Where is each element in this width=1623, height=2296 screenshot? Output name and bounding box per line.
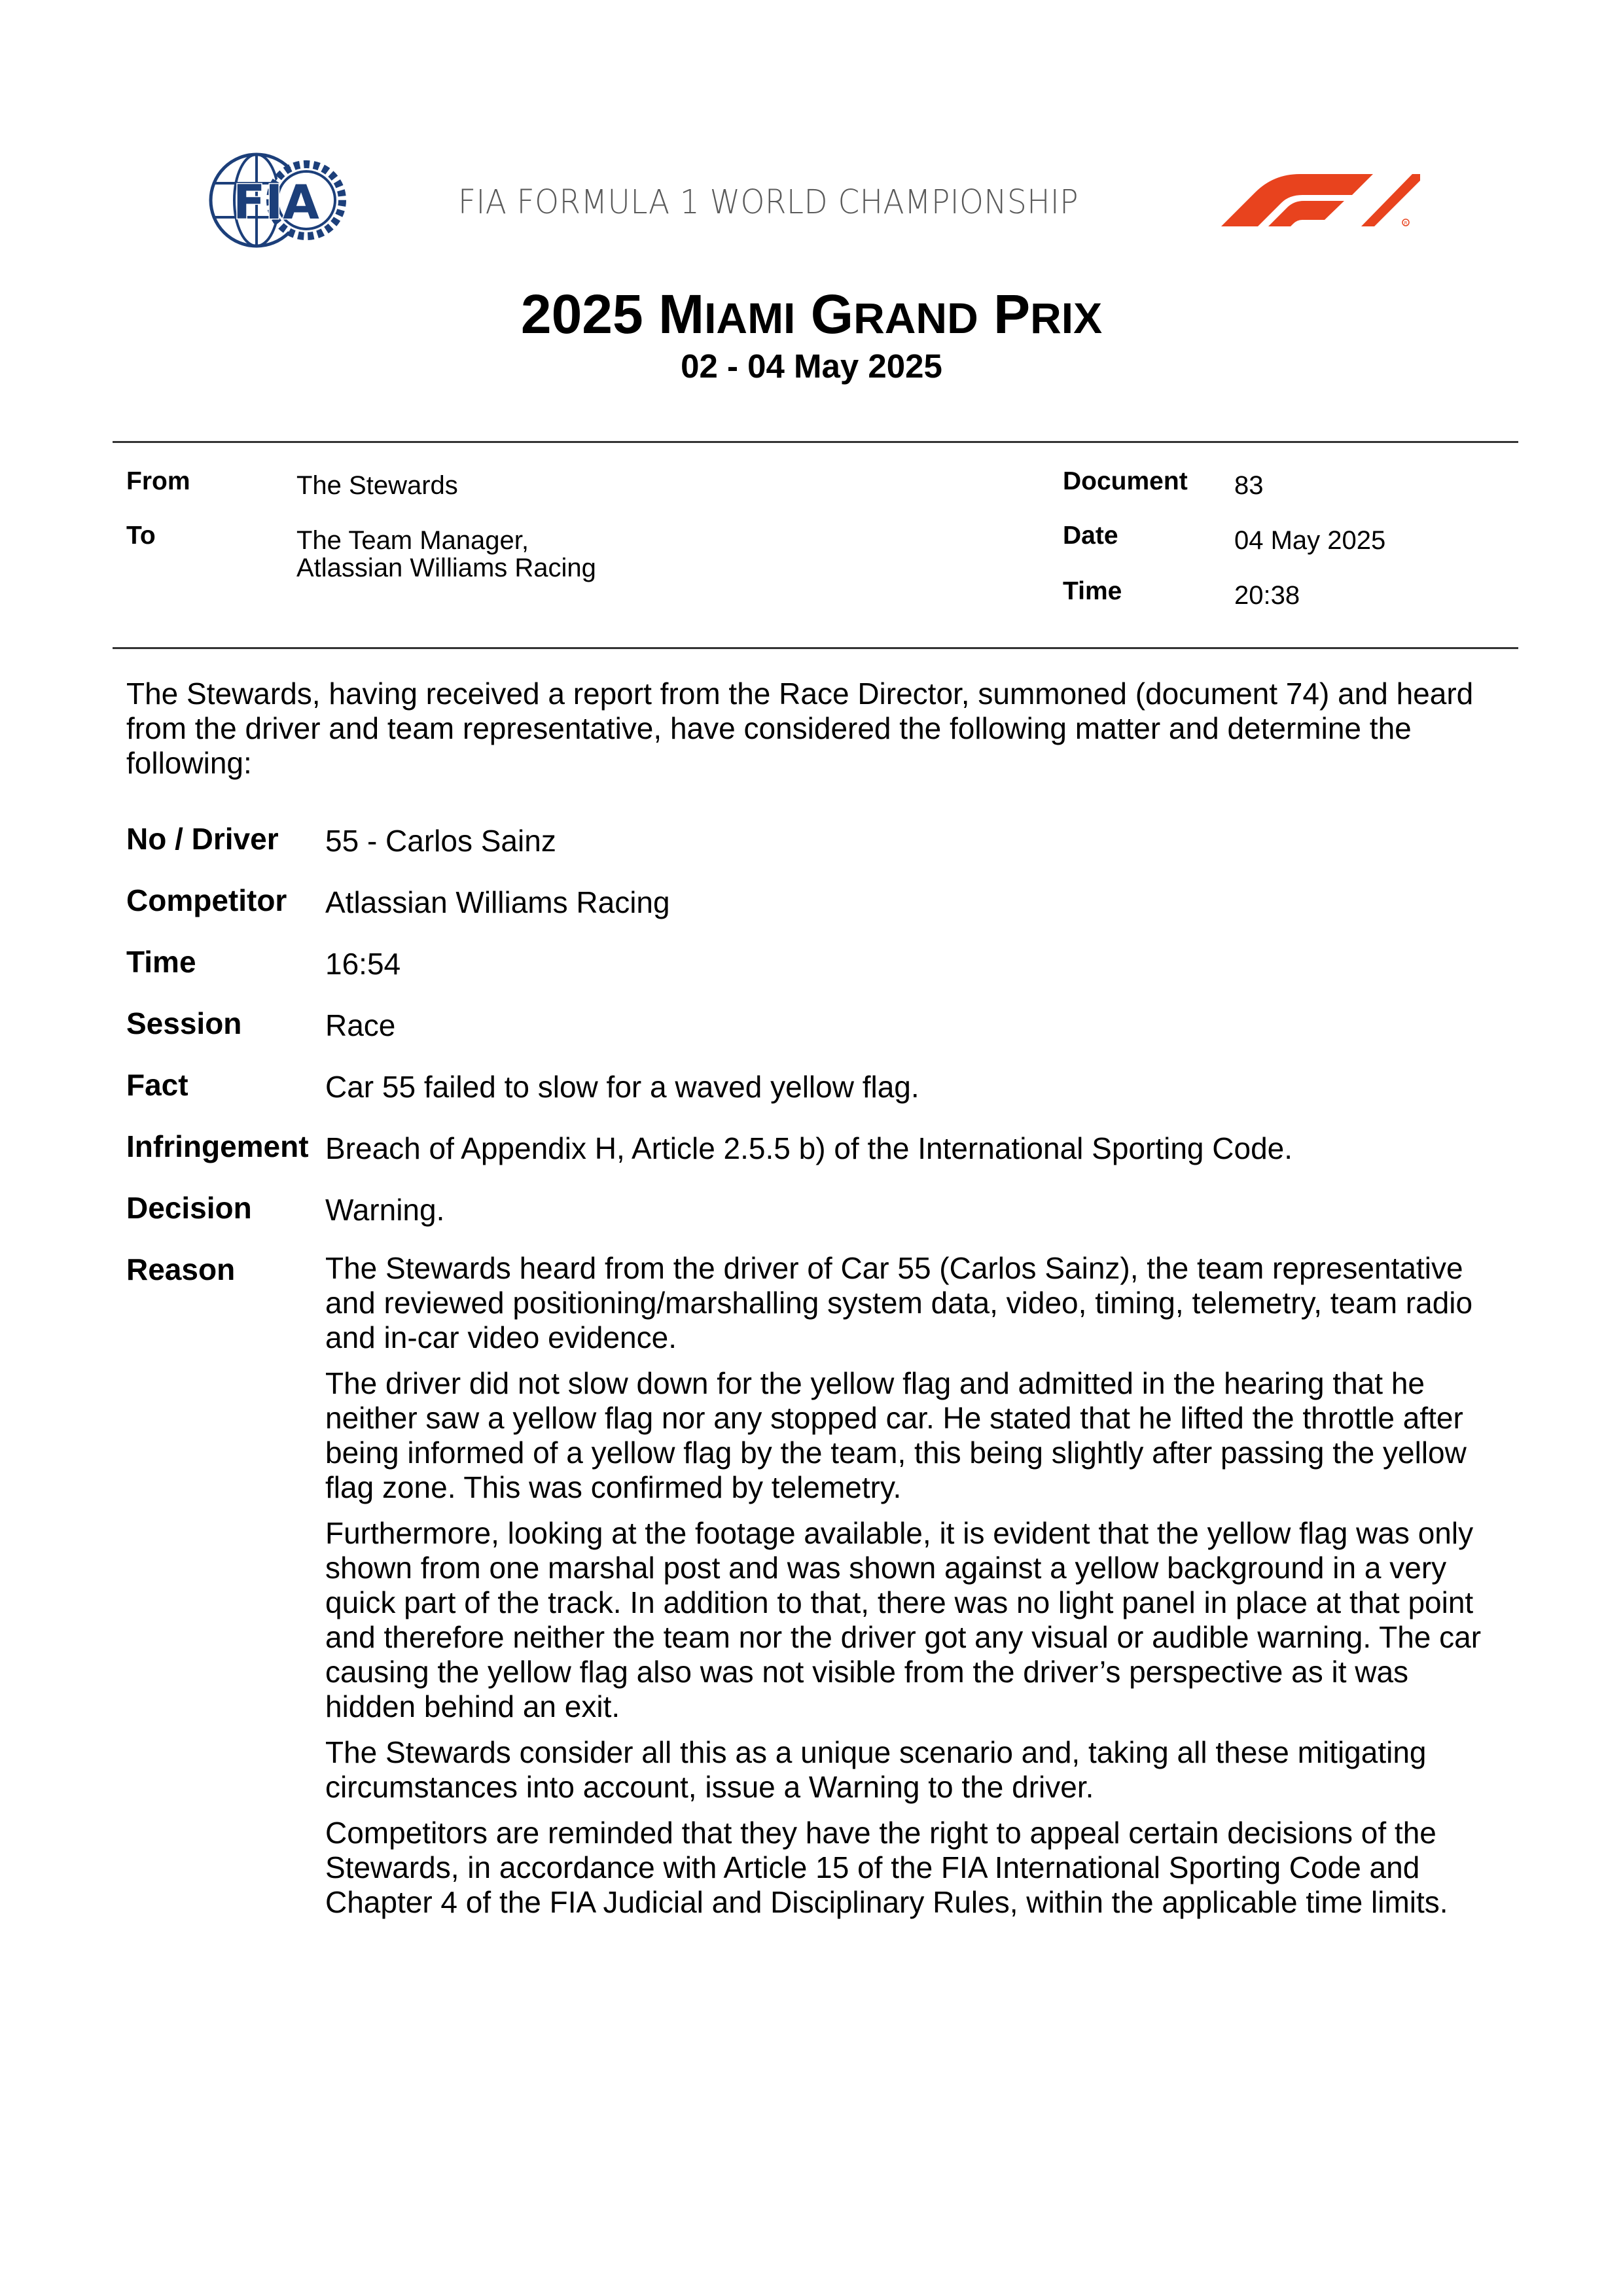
- field-label-competitor: Competitor: [126, 883, 287, 917]
- field-label-decision: Decision: [126, 1191, 252, 1225]
- from-value: The Stewards: [296, 471, 458, 500]
- document-number: 83: [1234, 471, 1264, 500]
- field-label-session: Session: [126, 1006, 242, 1040]
- event-dates: 02 - 04 May 2025: [681, 347, 942, 385]
- field-label-time: Time: [126, 945, 196, 979]
- time-label: Time: [1063, 577, 1122, 605]
- document-label: Document: [1063, 467, 1188, 495]
- to-value-line1: The Team Manager,: [296, 526, 529, 555]
- reason-text: [325, 1251, 1503, 1931]
- field-label-reason: Reason: [126, 1252, 236, 1286]
- championship-title: FIA FORMULA 1 WORLD CHAMPIONSHIP: [458, 183, 1079, 222]
- header-divider-bottom: [113, 647, 1518, 649]
- to-value-line2: Atlassian Williams Racing: [296, 554, 596, 582]
- field-label-fact: Fact: [126, 1068, 188, 1102]
- from-label: From: [126, 467, 190, 495]
- reason-paragraph: The driver did not slow down for the yellow flag and admitted in the hearing that he neither saw a yellow flag nor any stopped car. He stated that he lifted the throttle after being informed of a yellow flag by the team, this being slightly after passing the yellow flag zone. This was confirmed by telemetry.: [325, 1366, 1467, 1504]
- field-value-time: 16:54: [325, 947, 401, 981]
- intro-paragraph: The Stewards, having received a report from the Race Director, summoned (document 74) and heard from the driver and team representative, have considered the following matter and determine the following:: [126, 677, 1474, 780]
- fia-logo-text: FIA: [233, 175, 319, 230]
- field-label-infringement: Infringement: [126, 1129, 309, 1163]
- date-value: 04 May 2025: [1234, 526, 1386, 555]
- svg-text:R: R: [1404, 221, 1408, 226]
- field-value-driver: 55 - Carlos Sainz: [325, 824, 556, 858]
- reason-paragraph: The Stewards consider all this as a unique scenario and, taking all these mitigating circumstances into account, issue a Warning to the driver.: [325, 1735, 1427, 1804]
- field-value-competitor: Atlassian Williams Racing: [325, 885, 670, 919]
- field-value-fact: Car 55 failed to slow for a waved yellow flag.: [325, 1070, 919, 1104]
- fia-logo: [208, 152, 348, 249]
- reason-paragraph: Furthermore, looking at the footage available, it is evident that the yellow flag was only shown from one marshal post and was shown against a yellow background in a very quick part of the track. In addition to that, there was no light panel in place at that point and therefore neither the team nor the driver got any visual or audible warning. The car causing the yellow flag also was not visible from the driver’s perspective as it was hidden behind an exit.: [325, 1516, 1482, 1723]
- reason-paragraph: The Stewards heard from the driver of Car 55 (Carlos Sainz), the team representative and reviewed positioning/marshalling system data, video, timing, telemetry, team radio and in-car video evidence.: [325, 1251, 1473, 1354]
- reason-paragraph: Competitors are reminded that they have the right to appeal certain decisions of the Stewards, in accordance with Article 15 of the FIA International Sporting Code and Chapter 4 of the FIA Judicial and Disciplinary Rules, within the applicable time limits.: [325, 1816, 1448, 1919]
- field-label-driver: No / Driver: [126, 822, 279, 856]
- header-divider-top: [113, 441, 1518, 443]
- grand-prix-title: [0, 281, 1623, 351]
- to-label: To: [126, 521, 156, 550]
- field-value-infringement: Breach of Appendix H, Article 2.5.5 b) of the International Sporting Code.: [325, 1131, 1293, 1165]
- date-label: Date: [1063, 521, 1118, 550]
- title-miami: MIAMI: [658, 283, 796, 345]
- title-prix: PRIX: [993, 283, 1103, 345]
- time-value: 20:38: [1234, 581, 1300, 610]
- field-value-session: Race: [325, 1008, 396, 1042]
- f1-logo: [1221, 171, 1420, 228]
- title-grand: GRAND: [810, 283, 978, 345]
- field-value-decision: Warning.: [325, 1193, 445, 1227]
- title-year: 2025: [520, 283, 643, 345]
